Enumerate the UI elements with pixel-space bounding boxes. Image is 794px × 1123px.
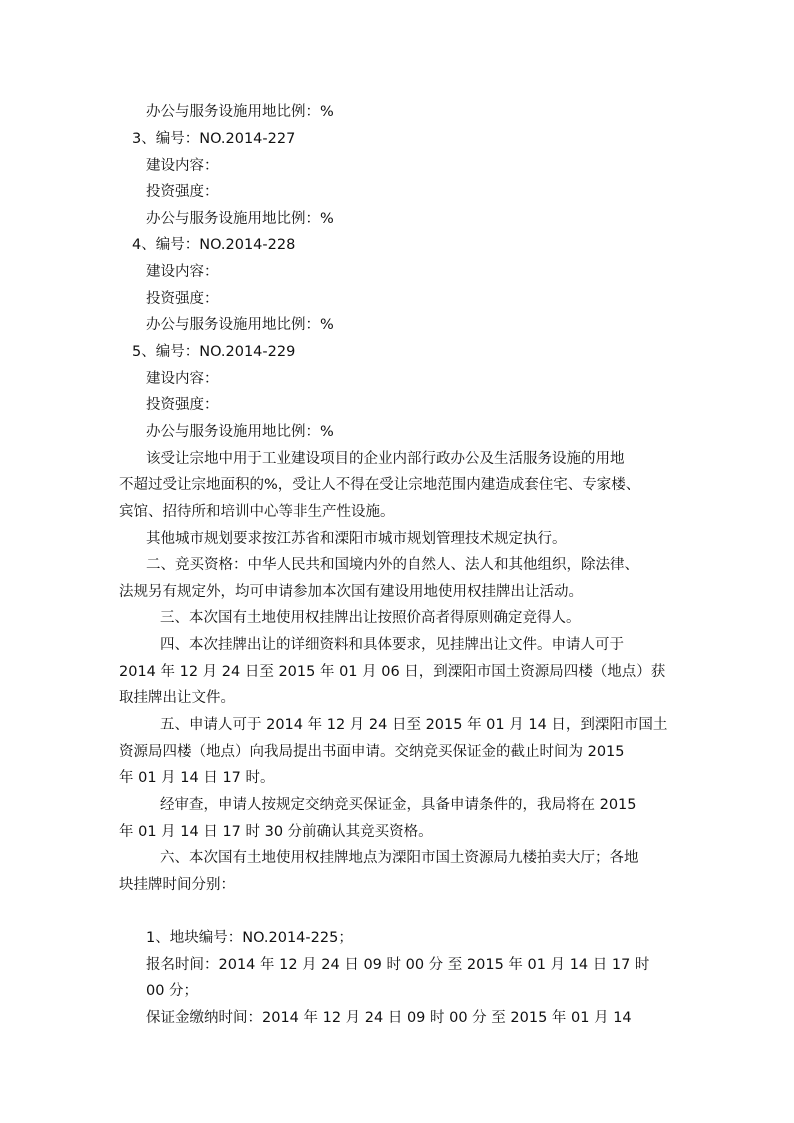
paragraph-line: 其他城市规划要求按江苏省和溧阳市城市规划管理技术规定执行。 (146, 531, 567, 547)
documents-line: 2014 年 12 月 24 日至 2015 年 01 月 06 日，到溧阳市国土资源局四楼（地点）获 (119, 664, 666, 680)
investment-intensity-line: 投资强度： (146, 291, 219, 307)
office-ratio-line: 办公与服务设施用地比例：% (146, 211, 334, 227)
office-ratio-line: 办公与服务设施用地比例：% (146, 104, 334, 120)
parcel-number-line: 5、编号：NO.2014-229 (132, 344, 296, 360)
review-line: 年 01 月 14 日 17 时 30 分前确认其竞买资格。 (119, 824, 433, 840)
listing-location-line: 块挂牌时间分别： (119, 877, 235, 893)
application-line: 五、申请人可于 2014 年 12 月 24 日至 2015 年 01 月 14 日，到溧阳市国土 (160, 717, 668, 733)
construction-content-line: 建设内容： (146, 158, 219, 174)
listing-location-line: 六、本次国有土地使用权挂牌地点为溧阳市国土资源局九楼拍卖大厅；各地 (160, 850, 639, 866)
paragraph-line: 宾馆、招待所和培训中心等非生产性设施。 (119, 504, 395, 520)
winner-principle-line: 三、本次国有土地使用权挂牌出让按照价高者得原则确定竞得人。 (160, 610, 581, 626)
plot-number-line: 1、地块编号：NO.2014-225； (146, 930, 353, 946)
registration-time-line: 00 分； (146, 983, 199, 999)
office-ratio-line: 办公与服务设施用地比例：% (146, 317, 334, 333)
application-line: 年 01 月 14 日 17 时。 (119, 770, 275, 786)
construction-content-line: 建设内容： (146, 371, 219, 387)
paragraph-line: 不超过受让宗地面积的%，受让人不得在受让宗地范围内建造成套住宅、专家楼、 (119, 477, 641, 493)
registration-time-line: 报名时间：2014 年 12 月 24 日 09 时 00 分 至 2015 年 01 月 14 日 17 时 (146, 957, 650, 973)
investment-intensity-line: 投资强度： (146, 397, 219, 413)
investment-intensity-line: 投资强度： (146, 184, 219, 200)
documents-line: 取挂牌出让文件。 (119, 690, 235, 706)
qualification-line: 法规另有规定外，均可申请参加本次国有建设用地使用权挂牌出让活动。 (119, 584, 583, 600)
paragraph-line: 该受让宗地中用于工业建设项目的企业内部行政办公及生活服务设施的用地 (146, 451, 625, 467)
review-line: 经审查，申请人按规定交纳竞买保证金，具备申请条件的，我局将在 2015 (160, 797, 637, 813)
deposit-time-line: 保证金缴纳时间：2014 年 12 月 24 日 09 时 00 分 至 2015 年 01 月 14 (146, 1010, 632, 1026)
construction-content-line: 建设内容： (146, 264, 219, 280)
office-ratio-line: 办公与服务设施用地比例：% (146, 424, 334, 440)
qualification-line: 二、竞买资格：中华人民共和国境内外的自然人、法人和其他组织，除法律、 (146, 557, 639, 573)
parcel-number-line: 3、编号：NO.2014-227 (132, 131, 296, 147)
documents-line: 四、本次挂牌出让的详细资料和具体要求，见挂牌出让文件。申请人可于 (160, 637, 624, 653)
application-line: 资源局四楼（地点）向我局提出书面申请。交纳竞买保证金的截止时间为 2015 (119, 744, 625, 760)
parcel-number-line: 4、编号：NO.2014-228 (132, 237, 296, 253)
